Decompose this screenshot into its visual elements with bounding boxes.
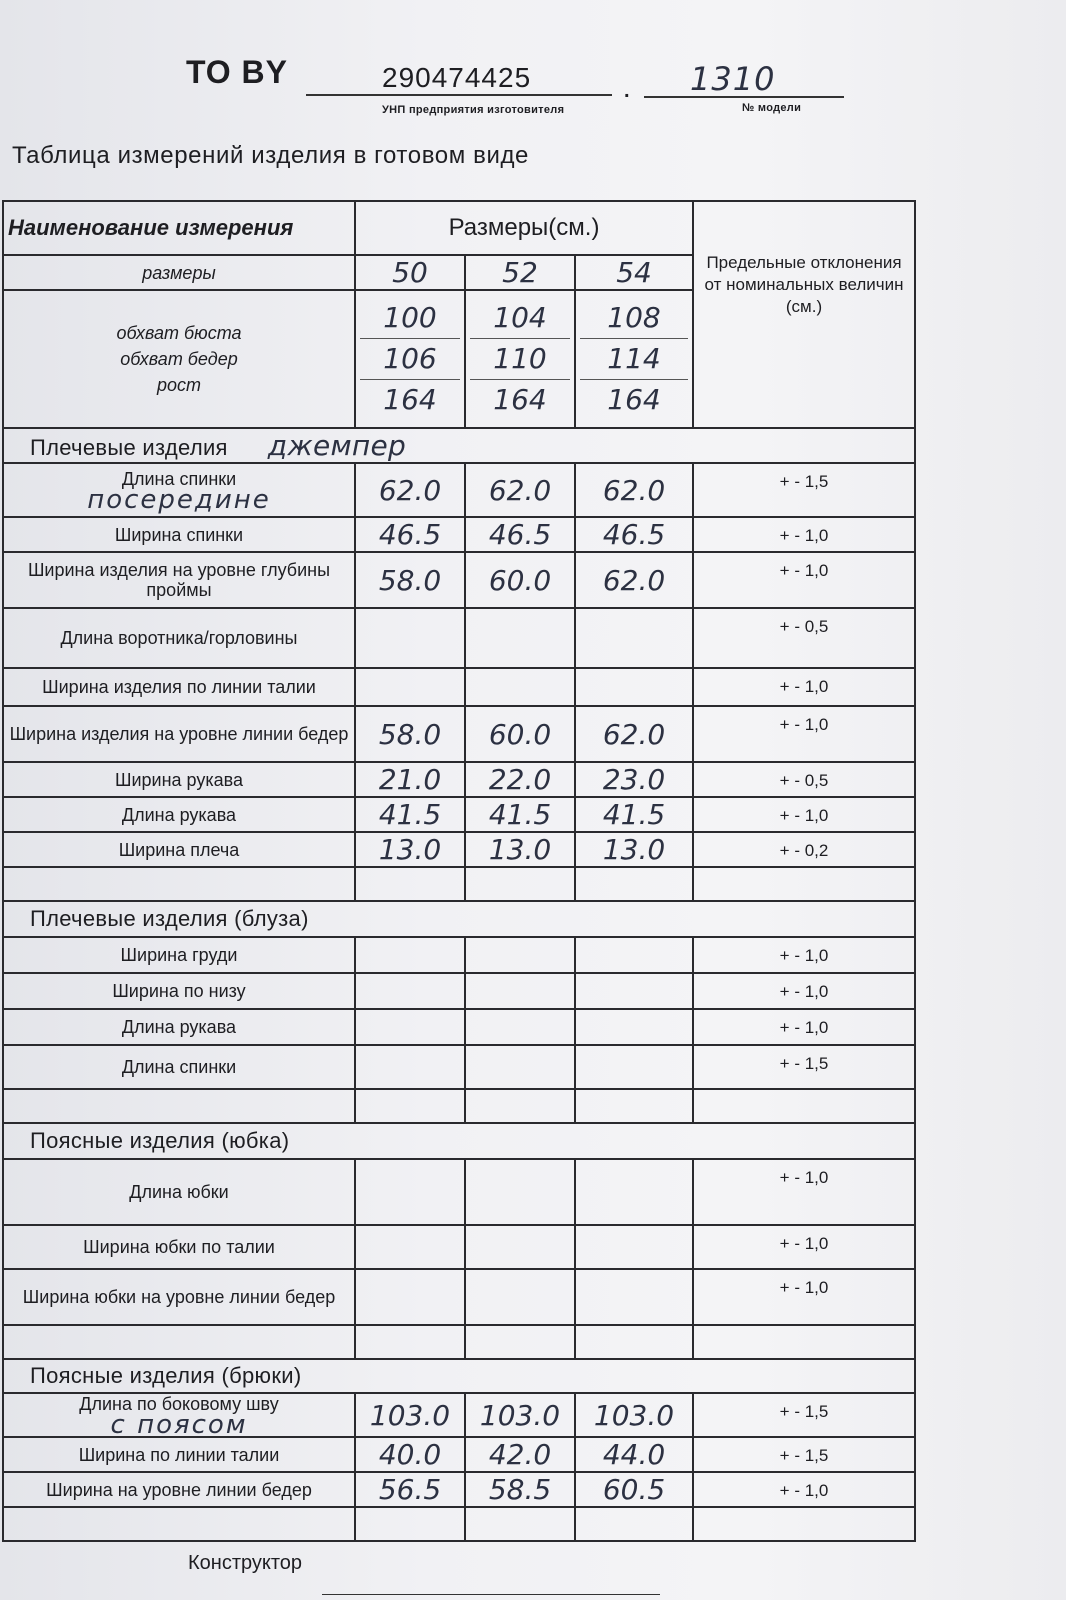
section-title-text: Плечевые изделия xyxy=(30,435,228,460)
measurement-value: 41.5 xyxy=(465,797,575,832)
tolerance-value: + - 1,5 xyxy=(693,1045,915,1089)
measurement-name-text: Ширина рукава xyxy=(114,769,244,790)
measurement-name-text: Ширина изделия на уровне глубины проймы xyxy=(27,560,331,600)
measurement-value: 44.0 xyxy=(575,1437,693,1472)
table-row xyxy=(3,1225,915,1269)
to-by-label: ТО BY xyxy=(186,54,288,90)
measurement-name-text: Длина рукава xyxy=(121,1017,237,1037)
measurement-name xyxy=(3,1225,355,1269)
measurement-value xyxy=(465,1045,575,1089)
measurement-value xyxy=(465,608,575,668)
tolerance-value: + - 1,0 xyxy=(693,1269,915,1325)
table-row xyxy=(3,832,915,867)
measurement-value xyxy=(465,668,575,706)
measurement-value: 58.0 xyxy=(355,706,465,762)
measurement-value: 62.0 xyxy=(355,463,465,517)
measurement-value xyxy=(465,937,575,973)
measurement-value: 46.5 xyxy=(355,517,465,552)
measurement-value: 103.0 xyxy=(355,1393,465,1437)
measurement-name-text: Ширина юбки по талии xyxy=(83,1237,275,1257)
table-row xyxy=(3,668,915,706)
blank-row xyxy=(3,1507,915,1541)
table-row xyxy=(3,1472,915,1507)
measurement-name-text: Длина рукава xyxy=(121,804,237,825)
section-handwritten-note: джемпер xyxy=(267,429,407,462)
measurement-table xyxy=(2,200,916,1542)
measurement-value xyxy=(355,1159,465,1225)
blank-cell xyxy=(693,1325,915,1359)
constructor-label: Конструктор xyxy=(188,1552,303,1574)
measurement-value: 62.0 xyxy=(575,552,693,608)
measurement-value xyxy=(575,668,693,706)
blank-cell xyxy=(3,867,355,901)
measurement-value: 23.0 xyxy=(575,762,693,797)
section-title xyxy=(3,428,915,463)
measurement-value: 56.5 xyxy=(355,1472,465,1507)
table-row xyxy=(3,463,915,517)
param-value: 164 xyxy=(470,379,570,420)
model-caption: № модели xyxy=(742,102,802,114)
measurement-name xyxy=(3,762,355,797)
measurement-value: 62.0 xyxy=(465,463,575,517)
table-row xyxy=(3,762,915,797)
tolerance-value: + - 0,5 xyxy=(693,608,915,668)
blank-cell xyxy=(465,1089,575,1123)
table-row xyxy=(3,706,915,762)
measurement-value: 58.0 xyxy=(355,552,465,608)
table-row xyxy=(3,552,915,608)
table-row xyxy=(3,937,915,973)
param-value: 104 xyxy=(493,301,547,334)
tolerance-value: + - 1,0 xyxy=(693,517,915,552)
blank-cell xyxy=(693,1507,915,1541)
params-size-50 xyxy=(355,290,465,428)
blank-cell xyxy=(465,1325,575,1359)
measurement-value: 46.5 xyxy=(575,517,693,552)
measurement-value xyxy=(355,1009,465,1045)
measurement-value xyxy=(465,1225,575,1269)
measurement-value: 103.0 xyxy=(575,1393,693,1437)
measurement-name-text: Ширина по низу xyxy=(112,981,246,1001)
unp-caption: УНП предприятия изготовителя xyxy=(382,104,565,116)
blank-cell xyxy=(575,867,693,901)
measurement-value: 13.0 xyxy=(465,832,575,867)
measurement-name xyxy=(3,1437,355,1472)
blank-cell xyxy=(3,1507,355,1541)
blank-cell xyxy=(355,1325,465,1359)
param-value: 110 xyxy=(470,338,570,379)
blank-cell xyxy=(355,867,465,901)
tolerance-value: + - 1,0 xyxy=(693,1159,915,1225)
measurement-name xyxy=(3,797,355,832)
measurement-name-text: Ширина изделия на уровне линии бедер xyxy=(9,724,349,744)
param-value: 114 xyxy=(580,338,688,379)
measurement-name-text: Длина спинки xyxy=(121,1057,237,1077)
measurement-name xyxy=(3,608,355,668)
measurement-value xyxy=(575,1159,693,1225)
measurement-name-text: Ширина плеча xyxy=(118,839,240,860)
measurement-name xyxy=(3,1472,355,1507)
measurement-name-text: Ширина груди xyxy=(120,945,238,965)
measurement-value: 22.0 xyxy=(465,762,575,797)
tolerance-value: + - 1,5 xyxy=(693,1437,915,1472)
measurement-value xyxy=(355,937,465,973)
tolerance-value: + - 1,0 xyxy=(693,1009,915,1045)
measurement-value: 103.0 xyxy=(465,1393,575,1437)
param-value: 100 xyxy=(383,301,437,334)
measurement-value: 60.0 xyxy=(465,552,575,608)
column-header-limits: Предельные отклонения от номинальных величин (см.) xyxy=(693,201,915,428)
blank-cell xyxy=(465,867,575,901)
size-52: 52 xyxy=(465,255,575,290)
param-value: 164 xyxy=(580,379,688,420)
table-row xyxy=(3,973,915,1009)
constructor-signature-line xyxy=(322,1594,660,1595)
param-label-height: рост xyxy=(156,375,201,395)
blank-cell xyxy=(355,1507,465,1541)
measurement-value xyxy=(355,668,465,706)
measurement-value xyxy=(465,1269,575,1325)
measurement-handwritten-note: посередине xyxy=(87,485,271,515)
measurement-value: 41.5 xyxy=(575,797,693,832)
section-title-text: Плечевые изделия (блуза) xyxy=(30,906,309,931)
blank-cell xyxy=(693,867,915,901)
measurement-value: 40.0 xyxy=(355,1437,465,1472)
measurement-name xyxy=(3,973,355,1009)
table-row xyxy=(3,1009,915,1045)
tolerance-value: + - 1,0 xyxy=(693,1472,915,1507)
measurement-value xyxy=(465,1159,575,1225)
measurement-name-text: Длина по боковому шву xyxy=(79,1394,279,1414)
section-title xyxy=(3,1123,915,1159)
measurement-name-text: Ширина изделия по линии талии xyxy=(42,677,316,697)
measurement-name xyxy=(3,832,355,867)
measurement-name xyxy=(3,463,355,517)
table-row xyxy=(3,1045,915,1089)
measurement-value xyxy=(355,1045,465,1089)
header-dot: . xyxy=(624,80,630,102)
tolerance-value: + - 1,0 xyxy=(693,668,915,706)
blank-cell xyxy=(575,1089,693,1123)
tolerance-value: + - 1,0 xyxy=(693,973,915,1009)
measurement-value xyxy=(575,608,693,668)
table-row xyxy=(3,608,915,668)
measurement-handwritten-note: с поясом xyxy=(110,1410,248,1437)
size-50: 50 xyxy=(355,255,465,290)
blank-row xyxy=(3,867,915,901)
tolerance-value: + - 1,5 xyxy=(693,463,915,517)
param-value: 164 xyxy=(360,379,460,420)
table-row xyxy=(3,517,915,552)
measurement-name xyxy=(3,552,355,608)
section-title xyxy=(3,1359,915,1393)
measurement-value xyxy=(575,1269,693,1325)
section-title xyxy=(3,901,915,937)
blank-cell xyxy=(575,1507,693,1541)
table-row xyxy=(3,1393,915,1437)
measurement-value xyxy=(355,1225,465,1269)
measurement-name-text: Длина спинки xyxy=(121,469,237,489)
measurement-name xyxy=(3,1009,355,1045)
measurement-value xyxy=(465,1009,575,1045)
tolerance-value: + - 1,0 xyxy=(693,706,915,762)
measurement-value: 62.0 xyxy=(575,463,693,517)
tolerance-value: + - 0,5 xyxy=(693,762,915,797)
measurement-name-text: Длина воротника/горловины xyxy=(60,628,298,648)
tolerance-value: + - 1,0 xyxy=(693,1225,915,1269)
measurement-name xyxy=(3,1045,355,1089)
param-label-bust: обхват бюста xyxy=(116,323,242,343)
measurement-value: 60.0 xyxy=(465,706,575,762)
model-value: 1310 xyxy=(690,60,776,98)
column-header-sizes: Размеры(см.) xyxy=(355,201,693,255)
measurement-value xyxy=(575,1045,693,1089)
param-value: 106 xyxy=(360,338,460,379)
table-row xyxy=(3,1159,915,1225)
blank-cell xyxy=(3,1325,355,1359)
table-row xyxy=(3,1269,915,1325)
measurement-name xyxy=(3,1393,355,1437)
tolerance-value: + - 1,0 xyxy=(693,552,915,608)
measurement-value xyxy=(575,937,693,973)
measurement-name xyxy=(3,517,355,552)
measurement-value: 42.0 xyxy=(465,1437,575,1472)
measurement-name-text: Ширина по линии талии xyxy=(78,1444,280,1465)
blank-cell xyxy=(355,1089,465,1123)
tolerance-value: + - 1,5 xyxy=(693,1393,915,1437)
params-size-52 xyxy=(465,290,575,428)
measurement-name-text: Ширина на уровне линии бедер xyxy=(46,1479,312,1500)
blank-row xyxy=(3,1089,915,1123)
measurement-value: 21.0 xyxy=(355,762,465,797)
measurement-value xyxy=(575,973,693,1009)
measurement-value: 13.0 xyxy=(355,832,465,867)
measurement-value xyxy=(355,1269,465,1325)
measurement-name-text: Ширина юбки на уровне линии бедер xyxy=(22,1287,336,1307)
measurement-name xyxy=(3,706,355,762)
tolerance-value: + - 0,2 xyxy=(693,832,915,867)
table-row xyxy=(3,1437,915,1472)
measurement-name-text: Ширина спинки xyxy=(114,524,244,545)
blank-cell xyxy=(575,1325,693,1359)
param-value: 108 xyxy=(607,301,661,334)
measurement-value xyxy=(465,973,575,1009)
unp-underline xyxy=(306,94,612,96)
measurement-value: 60.5 xyxy=(575,1472,693,1507)
blank-row xyxy=(3,1325,915,1359)
measurement-value xyxy=(355,973,465,1009)
body-params-labels xyxy=(3,290,355,428)
size-54: 54 xyxy=(575,255,693,290)
measurement-name xyxy=(3,668,355,706)
measurement-value: 13.0 xyxy=(575,832,693,867)
tolerance-value: + - 1,0 xyxy=(693,797,915,832)
page-title: Таблица измерений изделия в готовом виде xyxy=(12,142,530,169)
sizes-row-label: размеры xyxy=(3,255,355,290)
section-title-text: Поясные изделия (юбка) xyxy=(30,1128,290,1153)
table-row xyxy=(3,797,915,832)
blank-cell xyxy=(3,1089,355,1123)
measurement-value: 58.5 xyxy=(465,1472,575,1507)
measurement-value: 62.0 xyxy=(575,706,693,762)
measurement-value: 46.5 xyxy=(465,517,575,552)
unp-value: 290474425 xyxy=(382,62,532,93)
measurement-name xyxy=(3,1159,355,1225)
tolerance-value: + - 1,0 xyxy=(693,937,915,973)
blank-cell xyxy=(693,1089,915,1123)
params-size-54 xyxy=(575,290,693,428)
measurement-name-text: Длина юбки xyxy=(129,1182,229,1202)
blank-cell xyxy=(465,1507,575,1541)
param-label-hips: обхват бедер xyxy=(120,349,238,369)
section-title-text: Поясные изделия (брюки) xyxy=(30,1363,302,1388)
measurement-name xyxy=(3,1269,355,1325)
measurement-value: 41.5 xyxy=(355,797,465,832)
measurement-value xyxy=(355,608,465,668)
measurement-value xyxy=(575,1009,693,1045)
measurement-value xyxy=(575,1225,693,1269)
measurement-name xyxy=(3,937,355,973)
column-header-name: Наименование измерения xyxy=(3,201,355,255)
